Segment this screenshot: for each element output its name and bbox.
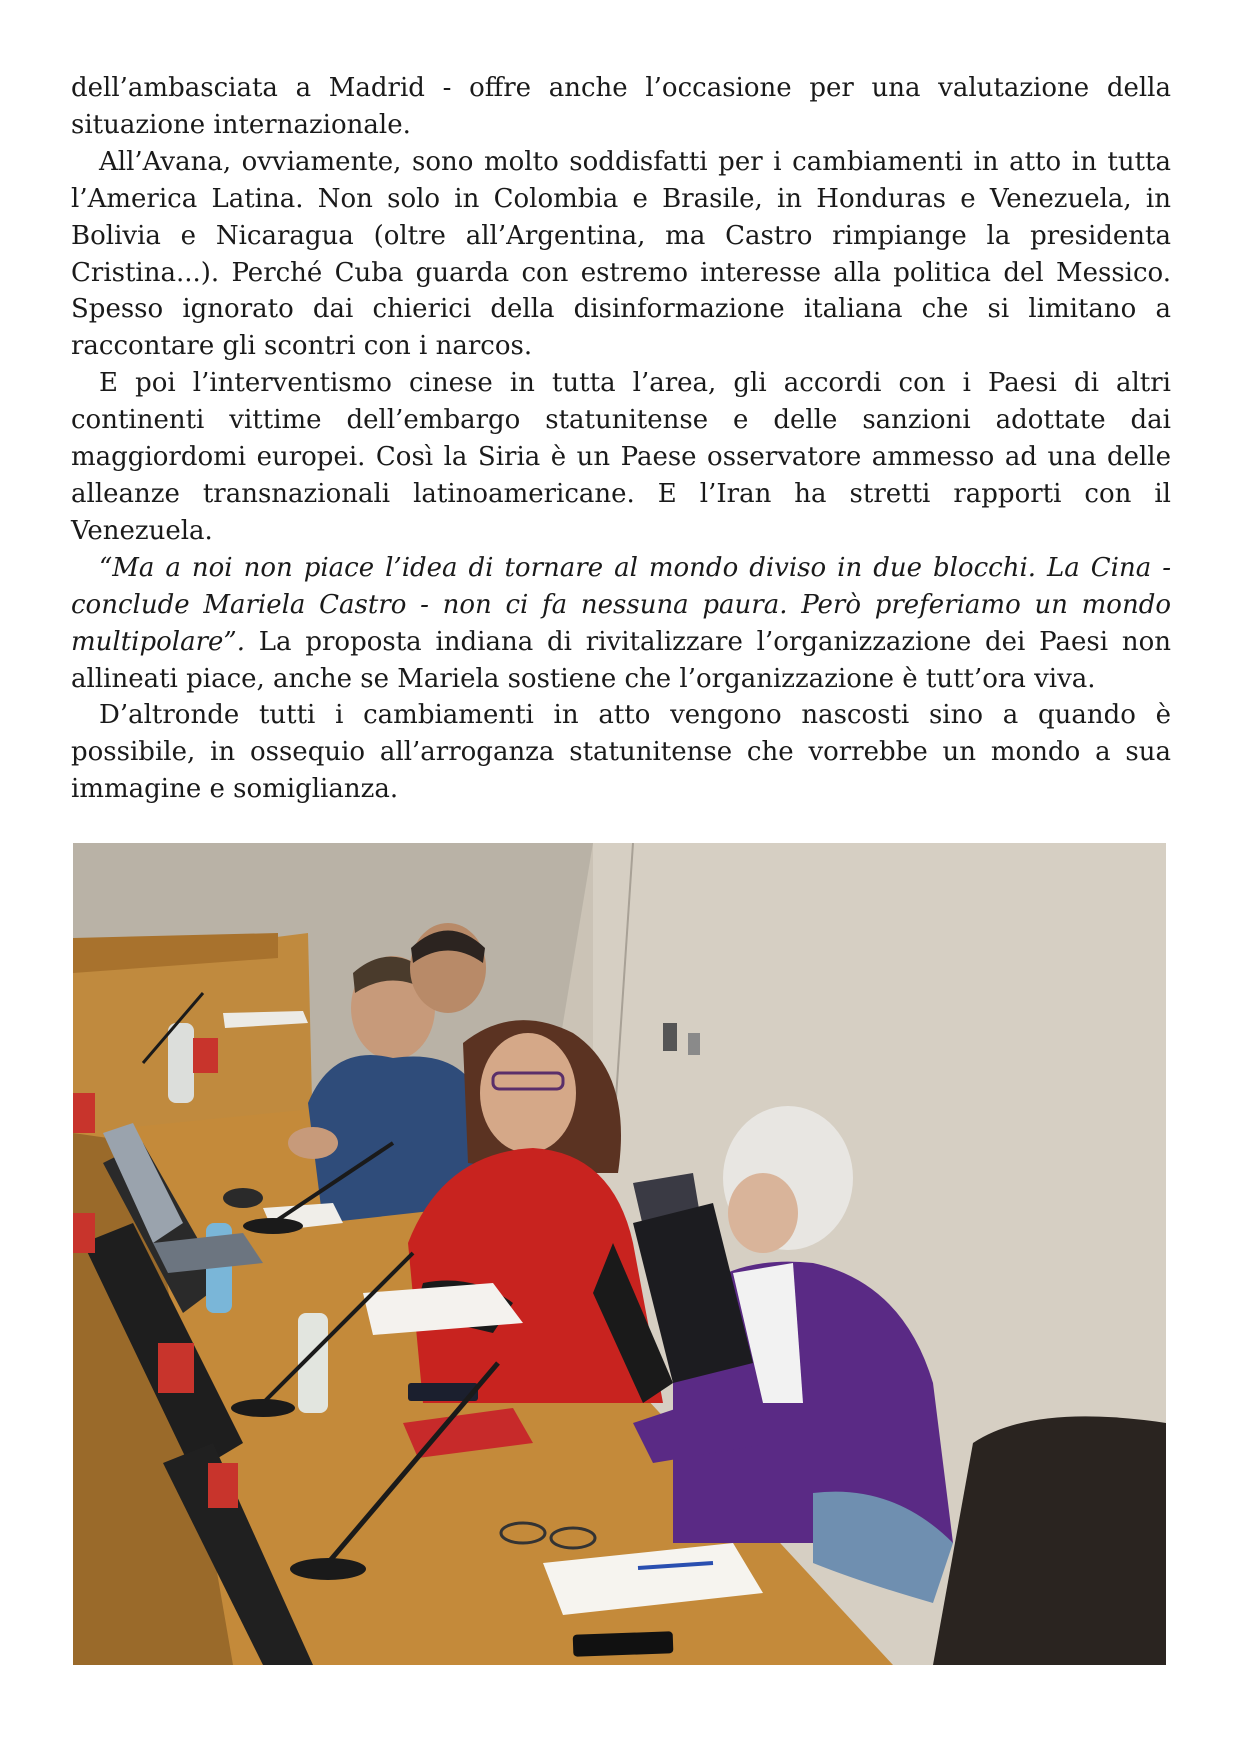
paragraph: dell’ambasciata a Madrid - offre anche l’occasione per una valutazione della situazione internazionale.	[71, 73, 1171, 140]
paragraph: All’Avana, ovviamente, sono molto soddisfatti per i cambiamenti in atto in tutta l’America Latina. Non solo in Colombia e Brasile, in Honduras e Venezuela, in Bolivia e Nicaragua (oltre all’Argentina, ma Castro rimpiange la presidenta Cristina...). Perché Cuba guarda con estremo interesse alla politica del Messico. Spesso ignorato dai chierici della disinformazione italiana che si limitano a raccontare gli scontri con i narcos.	[71, 146, 1171, 362]
paragraph-with-quote	[71, 550, 1171, 698]
paragraph: D’altronde tutti i cambiamenti in atto vengono nascosti sino a quando è possibile, in ossequio all’arroganza statunitense che vorrebbe un mondo a sua immagine e somiglianza.	[71, 700, 1171, 805]
quote-text: “Ma a noi non piace l’idea di tornare al mondo diviso in due blocchi. La Cina - conclude Mariela Castro - non ci fa nessuna paura. Però preferiamo un mondo multipolare”.	[71, 552, 1171, 657]
conference-photo	[73, 843, 1166, 1665]
paragraph: E poi l’interventismo cinese in tutta l’area, gli accordi con i Paesi di altri continenti vittime dell’embargo statunitense e delle sanzioni adottate dai maggiordomi europei. Così la Siria è un Paese osservatore ammesso ad una delle alleanze transnazionali latinoamericane. E l’Iran ha stretti rapporti con il Venezuela.	[71, 368, 1171, 546]
paragraph-tail: La proposta indiana di rivitalizzare l’organizzazione dei Paesi non allineati piace, anche se Mariela sostiene che l’organizzazione è tutt’ora viva.	[71, 626, 1171, 694]
conference-photo-illustration	[73, 843, 1166, 1665]
article-text	[71, 70, 1171, 808]
